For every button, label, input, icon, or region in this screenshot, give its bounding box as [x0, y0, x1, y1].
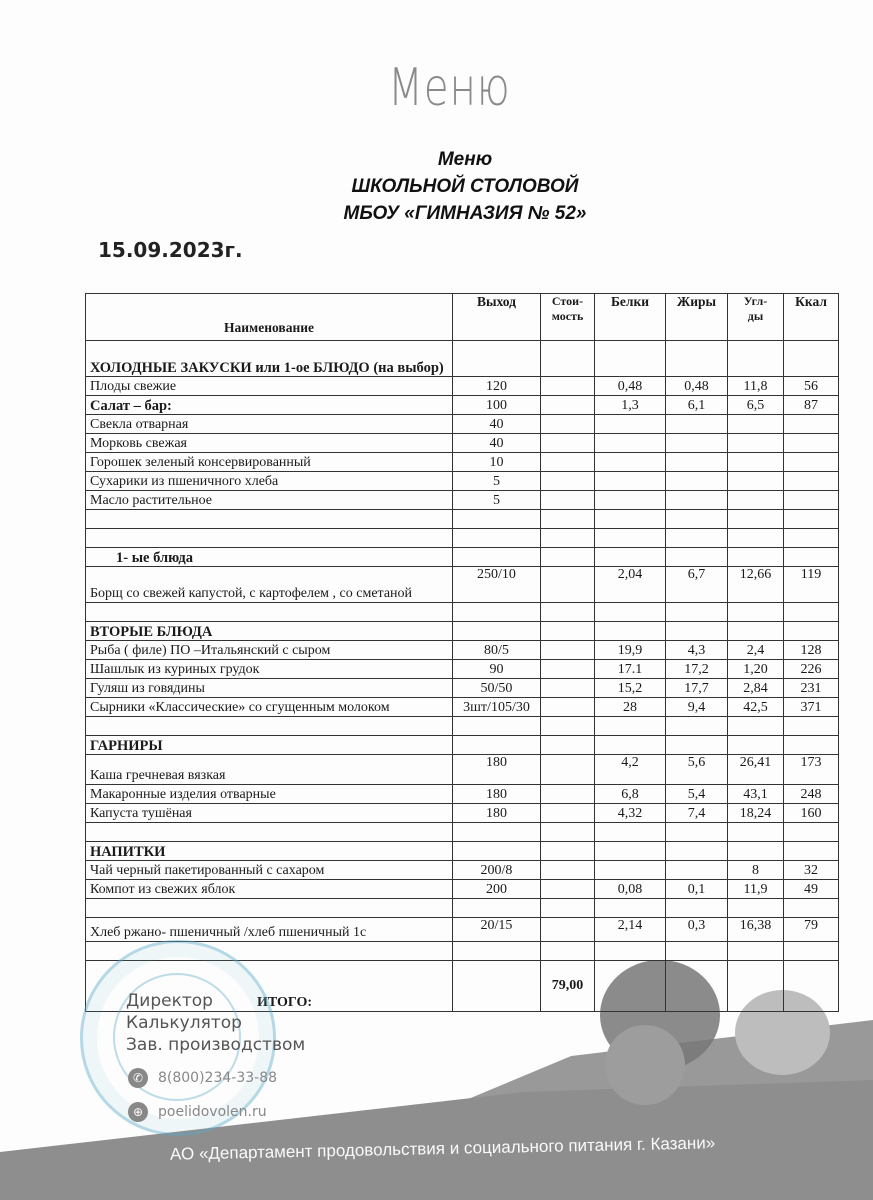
cell-carbs	[728, 434, 784, 453]
cell-fat	[666, 434, 728, 453]
cell-protein: 0,08	[595, 880, 666, 899]
cell-name: Сухарики из пшеничного хлеба	[86, 472, 453, 491]
cell-fat	[666, 529, 728, 548]
cell-output: 180	[453, 785, 541, 804]
cell-kcal: 226	[784, 660, 839, 679]
cell-cost	[541, 918, 595, 942]
signature-calculator: Калькулятор	[126, 1013, 242, 1033]
cell-cost	[541, 861, 595, 880]
cell-output	[453, 842, 541, 861]
cell-protein: 19,9	[595, 641, 666, 660]
cell-fat: 9,4	[666, 698, 728, 717]
cell-kcal	[784, 622, 839, 641]
cell-kcal: 119	[784, 567, 839, 603]
cell-carbs	[728, 415, 784, 434]
cell-output: 120	[453, 377, 541, 396]
table-row	[86, 510, 839, 529]
cell-fat	[666, 341, 728, 377]
cell-cost	[541, 880, 595, 899]
cell-cost	[541, 472, 595, 491]
total-cost: 79,00	[541, 961, 595, 1012]
cell-protein	[595, 548, 666, 567]
cell-kcal	[784, 842, 839, 861]
cell-name: Плоды свежие	[86, 377, 453, 396]
cell-output	[453, 341, 541, 377]
menu-date: 15.09.2023г.	[98, 238, 243, 262]
cell-fat: 0,48	[666, 377, 728, 396]
cell-protein	[595, 434, 666, 453]
cell-output	[453, 510, 541, 529]
cell-kcal	[784, 603, 839, 622]
cell-output: 80/5	[453, 641, 541, 660]
cell-output: 5	[453, 472, 541, 491]
table-row	[86, 377, 839, 396]
cell-fat	[666, 453, 728, 472]
cell-protein: 4,32	[595, 804, 666, 823]
phone-number: 8(800)234-33-88	[158, 1070, 278, 1086]
cell-cost	[541, 603, 595, 622]
cell-cost	[541, 698, 595, 717]
cell-cost	[541, 736, 595, 755]
table-row	[86, 341, 839, 377]
cell-output: 50/50	[453, 679, 541, 698]
cell-output: 180	[453, 804, 541, 823]
cell-kcal	[784, 341, 839, 377]
cell-cost	[541, 434, 595, 453]
phone-icon: ✆	[128, 1068, 148, 1088]
cell-protein	[595, 529, 666, 548]
table-row	[86, 823, 839, 842]
cell-output	[453, 942, 541, 961]
cell-name: Борщ со свежей капустой, с картофелем , со сметаной	[86, 567, 453, 603]
table-row	[86, 880, 839, 899]
cell-carbs	[728, 899, 784, 918]
cell-protein: 1,3	[595, 396, 666, 415]
title-line-3: МБОУ «ГИМНАЗИЯ № 52»	[343, 203, 587, 224]
cell-carbs: 16,38	[728, 918, 784, 942]
cell-fat	[666, 823, 728, 842]
cell-cost	[541, 396, 595, 415]
cell-cost	[541, 823, 595, 842]
cell-name: НАПИТКИ	[86, 842, 453, 861]
cell-fat	[666, 736, 728, 755]
cell-kcal	[784, 942, 839, 961]
cell-carbs	[728, 510, 784, 529]
table-row	[86, 698, 839, 717]
cell-protein	[595, 842, 666, 861]
cell-protein	[595, 899, 666, 918]
cell-cost	[541, 510, 595, 529]
cell-cost	[541, 804, 595, 823]
cell-protein	[595, 510, 666, 529]
col-header-cost	[541, 294, 595, 341]
cell-output: 40	[453, 434, 541, 453]
cell-fat: 6,7	[666, 567, 728, 603]
cell-name: Шашлык из куриных грудок	[86, 660, 453, 679]
cell-cost	[541, 755, 595, 785]
cell-kcal: 371	[784, 698, 839, 717]
cell-kcal	[784, 491, 839, 510]
cell-protein: 17.1	[595, 660, 666, 679]
cell-fat	[666, 842, 728, 861]
menu-table	[85, 293, 839, 1012]
cell-cost	[541, 942, 595, 961]
cell-name: Свекла отварная	[86, 415, 453, 434]
cell-kcal: 79	[784, 918, 839, 942]
menu-table-body	[86, 341, 839, 961]
cell-name	[86, 529, 453, 548]
cell-protein	[595, 491, 666, 510]
table-row	[86, 603, 839, 622]
cell-name: Капуста тушёная	[86, 804, 453, 823]
cell-fat: 5,6	[666, 755, 728, 785]
cell-fat	[666, 622, 728, 641]
table-row	[86, 679, 839, 698]
cell-carbs	[728, 472, 784, 491]
cell-kcal	[784, 415, 839, 434]
cell-carbs	[728, 548, 784, 567]
cell-name: Макаронные изделия отварные	[86, 785, 453, 804]
table-row	[86, 717, 839, 736]
table-row	[86, 641, 839, 660]
cell-name: Морковь свежая	[86, 434, 453, 453]
cell-carbs: 12,66	[728, 567, 784, 603]
cell-name	[86, 899, 453, 918]
table-row	[86, 548, 839, 567]
cell-protein: 4,2	[595, 755, 666, 785]
cell-output: 20/15	[453, 918, 541, 942]
cell-kcal: 49	[784, 880, 839, 899]
cell-output: 3шт/105/30	[453, 698, 541, 717]
cell-output	[453, 529, 541, 548]
cell-protein	[595, 341, 666, 377]
total-output	[453, 961, 541, 1012]
cell-output	[453, 548, 541, 567]
cell-cost	[541, 529, 595, 548]
cell-fat	[666, 510, 728, 529]
contact-phone	[128, 1068, 277, 1088]
cell-fat	[666, 942, 728, 961]
col-header-carbs-line1: Угл-	[743, 294, 768, 308]
cell-protein: 15,2	[595, 679, 666, 698]
cell-carbs	[728, 529, 784, 548]
cell-name: Горошек зеленый консервированный	[86, 453, 453, 472]
cell-carbs: 43,1	[728, 785, 784, 804]
cell-output: 40	[453, 415, 541, 434]
total-kcal	[784, 961, 839, 1012]
col-header-carbs	[728, 294, 784, 341]
cell-name: Чай черный пакетированный с сахаром	[86, 861, 453, 880]
table-row	[86, 918, 839, 942]
website-link[interactable]: poelidovolen.ru	[158, 1104, 267, 1120]
cell-fat	[666, 603, 728, 622]
cell-fat	[666, 717, 728, 736]
cell-fat: 5,4	[666, 785, 728, 804]
cell-protein	[595, 472, 666, 491]
handwritten-title: Меню	[388, 58, 511, 118]
cell-kcal	[784, 548, 839, 567]
table-row	[86, 472, 839, 491]
cell-cost	[541, 453, 595, 472]
col-header-cost-line2: мость	[551, 309, 584, 323]
col-header-name: Наименование	[86, 294, 453, 341]
cell-carbs: 1,20	[728, 660, 784, 679]
cell-name	[86, 823, 453, 842]
cell-fat	[666, 415, 728, 434]
cell-protein	[595, 717, 666, 736]
col-header-cost-line1: Стои-	[551, 294, 584, 308]
total-label: ИТОГО:	[86, 961, 453, 1012]
cell-protein: 2,04	[595, 567, 666, 603]
cell-name: ХОЛОДНЫЕ ЗАКУСКИ или 1-ое БЛЮДО (на выбор)	[86, 341, 453, 377]
table-row	[86, 396, 839, 415]
signature-director: Директор	[126, 991, 213, 1011]
contact-website	[128, 1102, 267, 1122]
cell-carbs	[728, 453, 784, 472]
cell-carbs: 26,41	[728, 755, 784, 785]
cell-fat: 7,4	[666, 804, 728, 823]
cell-cost	[541, 377, 595, 396]
cell-cost	[541, 622, 595, 641]
cell-output: 250/10	[453, 567, 541, 603]
cell-carbs: 6,5	[728, 396, 784, 415]
cell-cost	[541, 548, 595, 567]
cell-kcal: 32	[784, 861, 839, 880]
cell-protein	[595, 736, 666, 755]
cell-protein	[595, 942, 666, 961]
table-row	[86, 529, 839, 548]
cell-output	[453, 823, 541, 842]
cell-carbs	[728, 823, 784, 842]
signature-production: Зав. производством	[126, 1035, 306, 1055]
cell-protein: 0,48	[595, 377, 666, 396]
globe-icon: ⊕	[128, 1102, 148, 1122]
cell-carbs: 2,84	[728, 679, 784, 698]
cell-output: 10	[453, 453, 541, 472]
cell-name: ВТОРЫЕ БЛЮДА	[86, 622, 453, 641]
cell-carbs	[728, 603, 784, 622]
cell-kcal: 87	[784, 396, 839, 415]
cell-protein: 2,14	[595, 918, 666, 942]
table-row	[86, 804, 839, 823]
cell-protein	[595, 415, 666, 434]
cell-kcal	[784, 529, 839, 548]
cell-output: 200/8	[453, 861, 541, 880]
table-row	[86, 842, 839, 861]
cell-cost	[541, 842, 595, 861]
cell-fat: 0,1	[666, 880, 728, 899]
document-title	[300, 146, 630, 227]
cell-kcal: 160	[784, 804, 839, 823]
cell-name: Компот из свежих яблок	[86, 880, 453, 899]
col-header-protein: Белки	[595, 294, 666, 341]
cell-kcal	[784, 717, 839, 736]
cell-output: 200	[453, 880, 541, 899]
title-line-2: ШКОЛЬНОЙ СТОЛОВОЙ	[351, 176, 579, 197]
total-protein	[595, 961, 666, 1012]
cell-carbs	[728, 942, 784, 961]
cell-protein: 6,8	[595, 785, 666, 804]
cell-fat	[666, 491, 728, 510]
cell-carbs: 8	[728, 861, 784, 880]
table-row	[86, 736, 839, 755]
cell-fat: 17,7	[666, 679, 728, 698]
col-header-fat: Жиры	[666, 294, 728, 341]
table-row	[86, 660, 839, 679]
signatures-block	[126, 990, 305, 1056]
cell-name	[86, 510, 453, 529]
total-fat	[666, 961, 728, 1012]
cell-output: 180	[453, 755, 541, 785]
table-row	[86, 785, 839, 804]
table-row	[86, 567, 839, 603]
cell-output: 90	[453, 660, 541, 679]
cell-protein	[595, 823, 666, 842]
cell-name	[86, 603, 453, 622]
mascot-left-illustration	[605, 1025, 685, 1105]
cell-kcal	[784, 472, 839, 491]
cell-name: Рыба ( филе) ПО –Итальянский с сыром	[86, 641, 453, 660]
footer-organization: АО «Департамент продовольствия и социального питания г. Казани»	[169, 1133, 716, 1164]
cell-kcal: 128	[784, 641, 839, 660]
cell-fat: 6,1	[666, 396, 728, 415]
table-row	[86, 622, 839, 641]
cell-name: Масло растительное	[86, 491, 453, 510]
col-header-kcal: Ккал	[784, 294, 839, 341]
cell-carbs: 11,8	[728, 377, 784, 396]
cell-carbs: 42,5	[728, 698, 784, 717]
table-row	[86, 434, 839, 453]
table-row	[86, 755, 839, 785]
cell-protein	[595, 603, 666, 622]
cell-output	[453, 603, 541, 622]
cell-kcal	[784, 434, 839, 453]
cell-output	[453, 736, 541, 755]
cell-carbs	[728, 717, 784, 736]
cell-name: 1- ые блюда	[86, 548, 453, 567]
cell-kcal: 231	[784, 679, 839, 698]
cell-cost	[541, 415, 595, 434]
cell-carbs	[728, 491, 784, 510]
cell-cost	[541, 641, 595, 660]
cell-carbs: 18,24	[728, 804, 784, 823]
cell-name: Хлеб ржано- пшеничный /хлеб пшеничный 1с	[86, 918, 453, 942]
col-header-carbs-line2: ды	[747, 309, 764, 323]
cell-fat	[666, 472, 728, 491]
cell-carbs	[728, 622, 784, 641]
cell-name: Салат – бар:	[86, 396, 453, 415]
cell-kcal: 173	[784, 755, 839, 785]
cell-carbs: 11,9	[728, 880, 784, 899]
cell-carbs: 2,4	[728, 641, 784, 660]
cell-kcal: 56	[784, 377, 839, 396]
total-carbs	[728, 961, 784, 1012]
cell-kcal	[784, 736, 839, 755]
cell-output: 5	[453, 491, 541, 510]
cell-cost	[541, 567, 595, 603]
cell-cost	[541, 341, 595, 377]
cell-kcal	[784, 899, 839, 918]
cell-name: Сырники «Классические» со сгущенным молоком	[86, 698, 453, 717]
table-row	[86, 899, 839, 918]
col-header-output: Выход	[453, 294, 541, 341]
cell-kcal	[784, 510, 839, 529]
cell-protein	[595, 622, 666, 641]
cell-fat: 0,3	[666, 918, 728, 942]
cell-protein	[595, 453, 666, 472]
cell-fat: 4,3	[666, 641, 728, 660]
cell-cost	[541, 660, 595, 679]
cell-name	[86, 717, 453, 736]
cell-cost	[541, 717, 595, 736]
cell-carbs	[728, 842, 784, 861]
cell-output	[453, 899, 541, 918]
cell-cost	[541, 491, 595, 510]
table-header-row	[86, 294, 839, 341]
cell-output	[453, 717, 541, 736]
table-row	[86, 453, 839, 472]
cell-cost	[541, 785, 595, 804]
cell-fat	[666, 548, 728, 567]
cell-name: Каша гречневая вязкая	[86, 755, 453, 785]
cell-fat: 17,2	[666, 660, 728, 679]
cell-name: ГАРНИРЫ	[86, 736, 453, 755]
cell-carbs	[728, 341, 784, 377]
cell-name: Гуляш из говядины	[86, 679, 453, 698]
cell-cost	[541, 679, 595, 698]
cell-protein	[595, 861, 666, 880]
table-row	[86, 415, 839, 434]
cell-fat	[666, 899, 728, 918]
table-row	[86, 861, 839, 880]
cell-kcal: 248	[784, 785, 839, 804]
cell-output: 100	[453, 396, 541, 415]
cell-output	[453, 622, 541, 641]
cell-fat	[666, 861, 728, 880]
cell-cost	[541, 899, 595, 918]
cell-protein: 28	[595, 698, 666, 717]
table-row	[86, 491, 839, 510]
cell-carbs	[728, 736, 784, 755]
cell-kcal	[784, 823, 839, 842]
title-line-1: Меню	[437, 149, 493, 170]
cell-kcal	[784, 453, 839, 472]
